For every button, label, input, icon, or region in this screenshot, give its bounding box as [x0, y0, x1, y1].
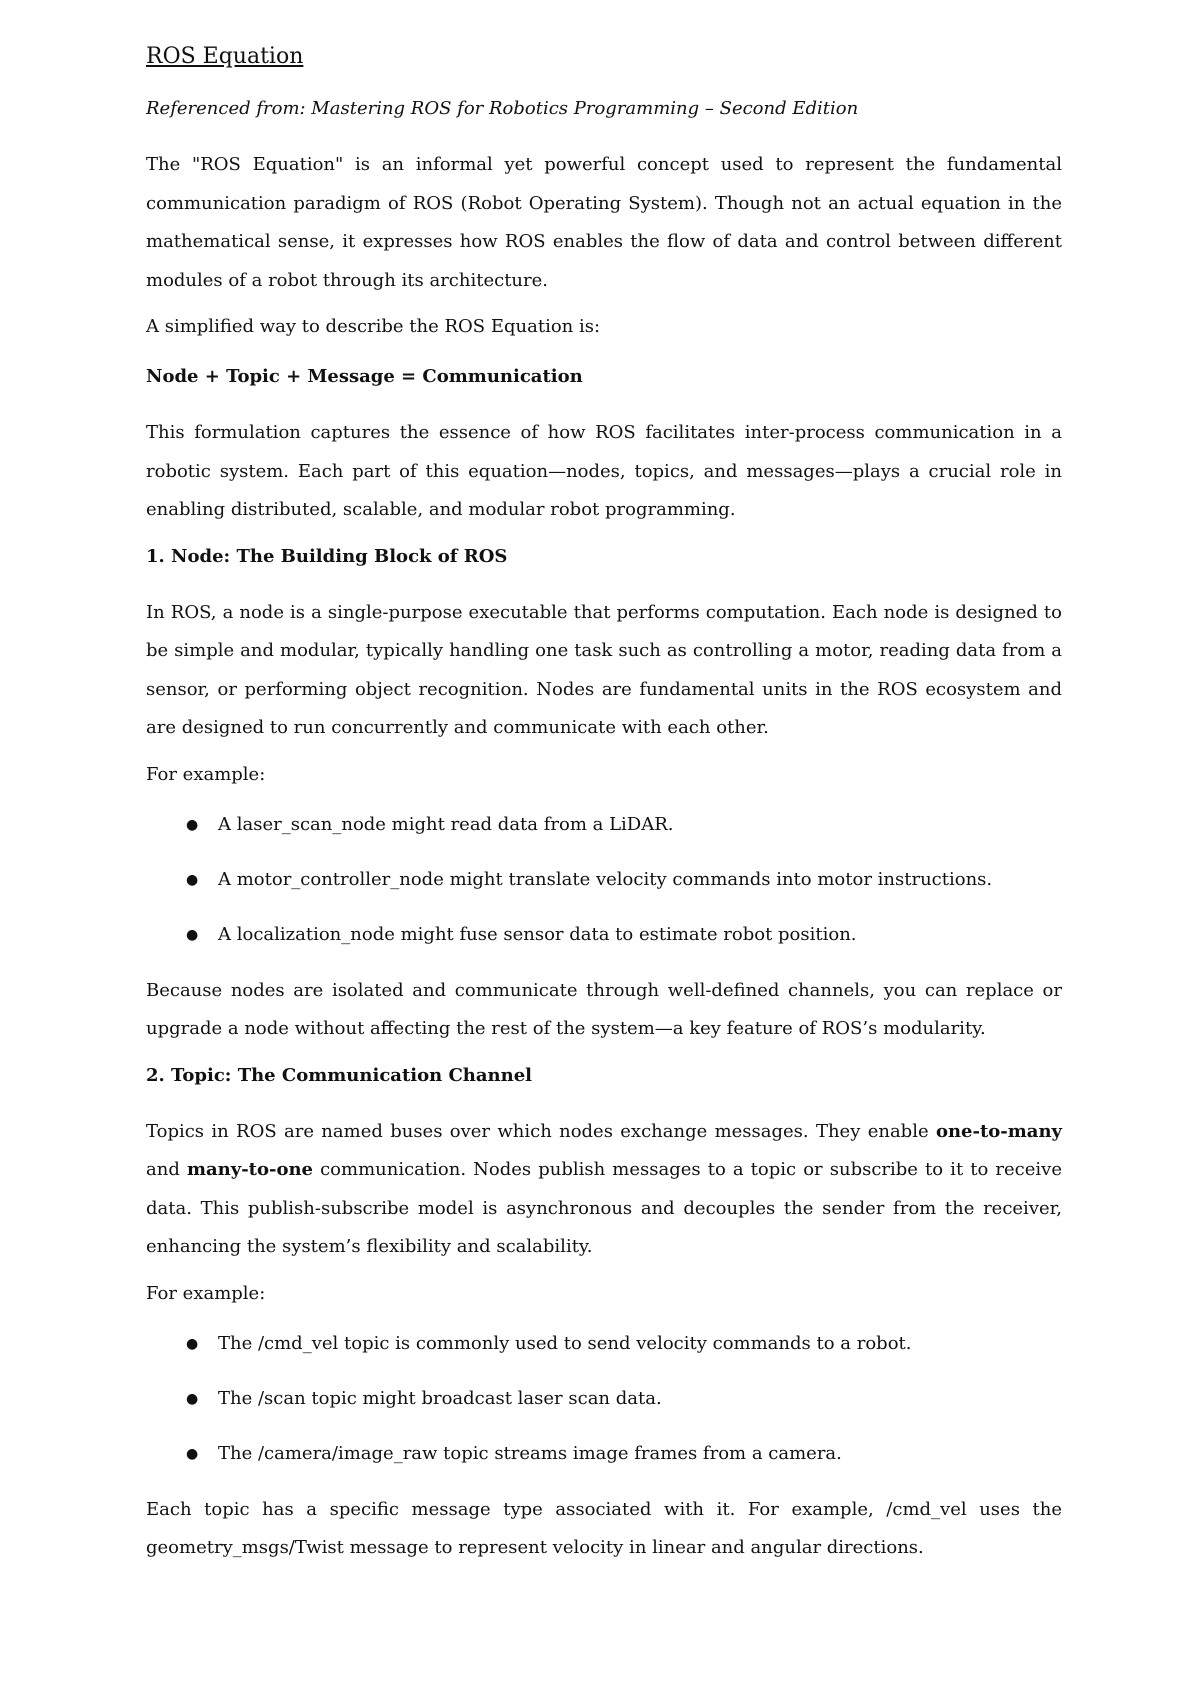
- topic-paragraph-part2: and: [146, 1159, 187, 1180]
- many-to-one-strong: many-to-one: [186, 1159, 313, 1180]
- ros-equation: Node + Topic + Message = Communication: [146, 366, 583, 387]
- one-to-many-strong: one-to-many: [935, 1120, 1062, 1142]
- list-item: [146, 922, 1062, 948]
- bullet-icon: ●: [186, 1335, 199, 1352]
- topic-paragraph-part3: communication. Nodes publish messages to a topic or subscribe to it to receive data. This publish-subscribe model is asynchronous and decouples the sender from the receiver, enhancing the system’s flexibility and scalability.: [146, 1159, 1062, 1257]
- list-item-text: The /scan topic might broadcast laser scan data.: [218, 1387, 662, 1409]
- bullet-icon: ●: [186, 816, 199, 833]
- list-item: [146, 1441, 1062, 1467]
- node-example-list: [146, 812, 1062, 948]
- topic-example-list: [146, 1331, 1062, 1467]
- simplified-lead: A simplified way to describe the ROS Equation is:: [146, 316, 601, 337]
- topic-paragraph-part1: Topics in ROS are named buses over which nodes exchange messages. They enable: [146, 1120, 936, 1142]
- intro-paragraph: The "ROS Equation" is an informal yet powerful concept used to represent the fundamental communication paradigm of ROS (Robot Operating System). Though not an actual equation in the mathematical sense, it expresses how ROS enables the flow of data and control between different modules of a robot through its architecture.: [146, 154, 1062, 291]
- list-item: [146, 812, 1062, 838]
- list-item-text: A motor_controller_node might translate velocity commands into motor instructions.: [218, 868, 993, 890]
- list-item-text: A localization_node might fuse sensor data to estimate robot position.: [218, 923, 857, 945]
- node-example-lead: For example:: [146, 763, 266, 785]
- topic-closing-paragraph: Each topic has a specific message type associated with it. For example, /cmd_vel uses the geometry_msgs/Twist message to represent velocity in linear and angular directions.: [146, 1498, 1062, 1558]
- node-closing-paragraph: Because nodes are isolated and communicate through well-defined channels, you can replace or upgrade a node without affecting the rest of the system—a key feature of ROS’s modularity.: [146, 979, 1062, 1039]
- list-item: [146, 1331, 1062, 1357]
- list-item-text: The /cmd_vel topic is commonly used to send velocity commands to a robot.: [218, 1332, 912, 1354]
- topic-example-lead: For example:: [146, 1282, 266, 1304]
- topic-paragraph: [146, 1113, 1062, 1267]
- bullet-icon: ●: [186, 1390, 199, 1407]
- list-item-text: The /camera/image_raw topic streams image frames from a camera.: [218, 1442, 842, 1464]
- list-item-text: A laser_scan_node might read data from a LiDAR.: [218, 813, 674, 835]
- formulation-paragraph: This formulation captures the essence of how ROS facilitates inter-process communication in a robotic system. Each part of this equation—nodes, topics, and messages—plays a crucial role in enabling distributed, scalable, and modular robot programming.: [146, 422, 1062, 520]
- bullet-icon: ●: [186, 871, 199, 888]
- document-title: ROS Equation: [146, 44, 304, 69]
- list-item: [146, 1386, 1062, 1412]
- section-2-heading: 2. Topic: The Communication Channel: [146, 1064, 532, 1086]
- list-item: [146, 867, 1062, 893]
- reference-line: Referenced from: Mastering ROS for Robotics Programming – Second Edition: [146, 98, 859, 119]
- bullet-icon: ●: [186, 926, 199, 943]
- bullet-icon: ●: [186, 1445, 199, 1462]
- section-1-heading: 1. Node: The Building Block of ROS: [146, 545, 508, 567]
- node-paragraph: In ROS, a node is a single-purpose executable that performs computation. Each node is designed to be simple and modular, typically handling one task such as controlling a motor, reading data from a sensor, or performing object recognition. Nodes are fundamental units in the ROS ecosystem and are designed to run concurrently and communicate with each other.: [146, 601, 1062, 738]
